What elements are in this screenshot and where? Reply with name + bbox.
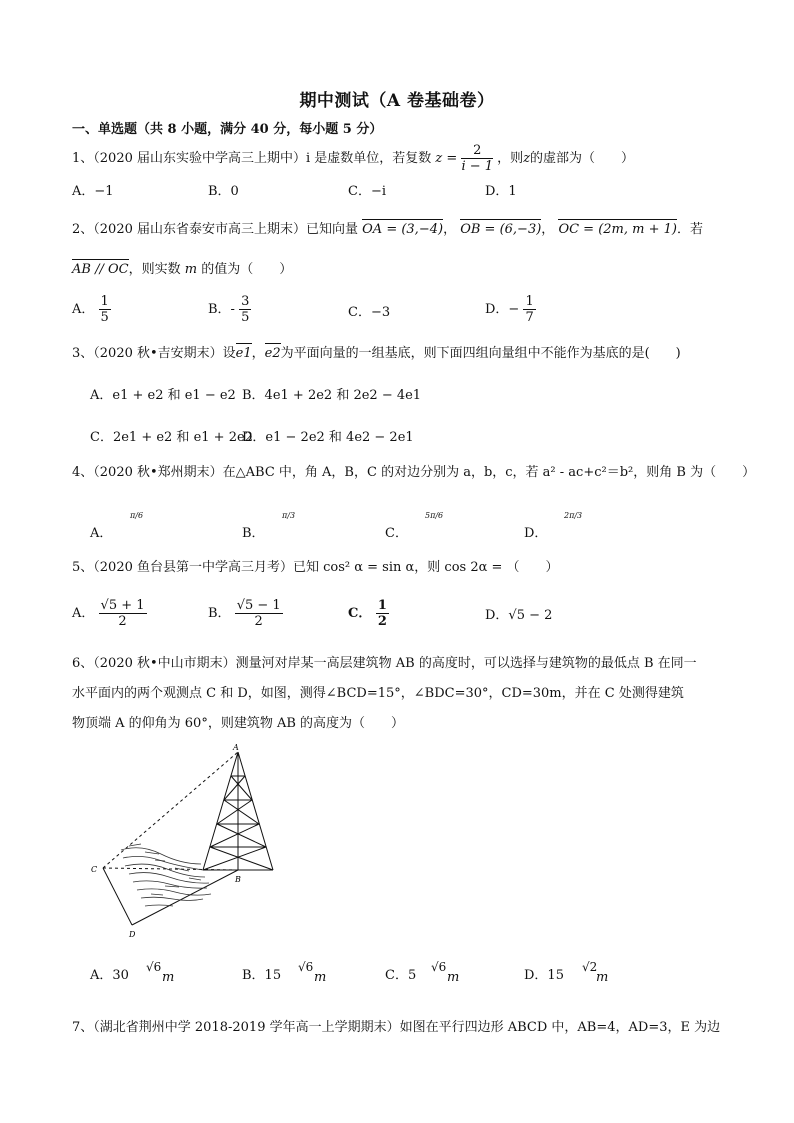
q3-option-a[interactable]: A．e1 + e2 和 e1 − e2 <box>90 388 236 403</box>
question-5: 5、（2020 鱼台县第一中学高三月考）已知 cos² α = sin α，则 cos 2α = （ ） <box>72 560 559 575</box>
q1-option-a[interactable]: A．−1 <box>72 184 114 199</box>
q5-option-d[interactable]: D．√5 − 2 <box>485 608 553 623</box>
question-1: 1、（2020 届山东实验中学高三上期中）i 是虚数单位，若复数 z = $\frac{2}{i - 1}$ ，则z的虚部为（ ） <box>72 143 635 174</box>
page-title: 期中测试（A 卷基础卷） <box>299 91 495 111</box>
question-2: 2、（2020 届山东省泰安市高三上期末）已知向量 OA = (3,−4)， OB = (6,−3)， OC = (2m, m + 1)．若 <box>72 222 703 237</box>
q1-option-d[interactable]: D．1 <box>485 184 517 199</box>
q6-option-d[interactable]: D．15 √2 m <box>524 960 609 985</box>
q6-option-c[interactable]: C．5 √6 m <box>385 960 460 985</box>
q1-fraction: $\frac{2}{i - 1}$ <box>461 143 494 174</box>
sight-line <box>103 752 238 868</box>
vector-ab-parallel-oc: AB // OC <box>72 262 129 277</box>
q2-option-d[interactable]: D．− $\frac{1}{7}$ <box>485 294 534 325</box>
tower-drawing <box>203 752 273 870</box>
vector-oc: OC = (2m, m + 1) <box>558 222 677 237</box>
tower-river-figure <box>85 740 295 945</box>
line-cd <box>103 868 132 925</box>
q6-option-b[interactable]: B．15 √6 m <box>242 960 327 985</box>
q2-option-a[interactable]: A． $\frac{1}{5}$ <box>72 294 109 325</box>
q5-option-a[interactable]: A． $\frac{√5 + 1}{2}$ <box>72 598 145 629</box>
q6-option-a[interactable]: A．30 √6 m <box>90 960 175 985</box>
q5-option-b[interactable]: B． $\frac{√5 - 1}{2}$ <box>208 598 281 629</box>
q4-option-a[interactable]: A． π/6 <box>90 511 144 541</box>
river-hatching <box>121 844 211 906</box>
q1-option-b[interactable]: B．0 <box>208 184 239 199</box>
question-7: 7、（湖北省荆州中学 2018-2019 学年高一上学期期末）如图在平行四边形 ABCD 中，AB=4，AD=3，E 为边 <box>72 1020 721 1035</box>
q2-option-c[interactable]: C．−3 <box>348 305 391 320</box>
fig-label-c: C <box>91 865 98 874</box>
section-heading: 一、单选题（共 8 小题，满分 40 分，每小题 5 分） <box>72 122 383 137</box>
q3-option-d[interactable]: D．e1 − 2e2 和 4e2 − 2e1 <box>242 430 414 445</box>
q4-option-b[interactable]: B． π/3 <box>242 511 296 541</box>
question-6-line3: 物顶端 A 的仰角为 60°，则建筑物 AB 的高度为（ ） <box>72 716 405 731</box>
question-6-line1: 6、（2020 秋•中山市期末）测量河对岸某一高层建筑物 AB 的高度时，可以选择与建筑物的最低点 B 在同一 <box>72 656 697 671</box>
q1-lhs: z = <box>435 151 458 166</box>
fig-label-a: A <box>233 743 239 752</box>
question-2-cont: AB // OC，则实数 m 的值为（ ） <box>72 262 293 277</box>
line-cb <box>103 868 238 870</box>
q1-stem: 1、（2020 届山东实验中学高三上期中）i 是虚数单位，若复数 <box>72 151 432 166</box>
question-6-line2: 水平面内的两个观测点 C 和 D，如图，测得∠BCD=15°，∠BDC=30°，CD=30m，并在 C 处测得建筑 <box>72 686 684 701</box>
q3-option-c[interactable]: C．2e1 + e2 和 e1 + 2e2 <box>90 430 253 445</box>
question-3: 3、（2020 秋•吉安期末）设e1，e2为平面向量的一组基底，则下面四组向量组中不能作为基底的是( ) <box>72 346 681 361</box>
vector-oa: OA = (3,−4) <box>362 222 444 237</box>
fig-label-b: B <box>235 875 241 884</box>
q1-option-c[interactable]: C．−i <box>348 184 386 199</box>
vector-ob: OB = (6,−3) <box>460 222 542 237</box>
q3-option-b[interactable]: B．4e1 + 2e2 和 2e2 − 4e1 <box>242 388 422 403</box>
q4-option-c[interactable]: C． 5π/6 <box>385 511 444 541</box>
q5-option-c[interactable]: C． $\frac{1}{2}$ <box>348 598 387 629</box>
question-4: 4、（2020 秋•郑州期末）在△ABC 中，角 A，B，C 的对边分别为 a，b，c，若 a² - ac+c²＝b²，则角 B 为（ ） <box>72 465 756 480</box>
q2-option-b[interactable]: B．- $\frac{3}{5}$ <box>208 294 250 325</box>
q4-option-d[interactable]: D． 2π/3 <box>524 511 583 541</box>
fig-label-d: D <box>129 930 136 939</box>
